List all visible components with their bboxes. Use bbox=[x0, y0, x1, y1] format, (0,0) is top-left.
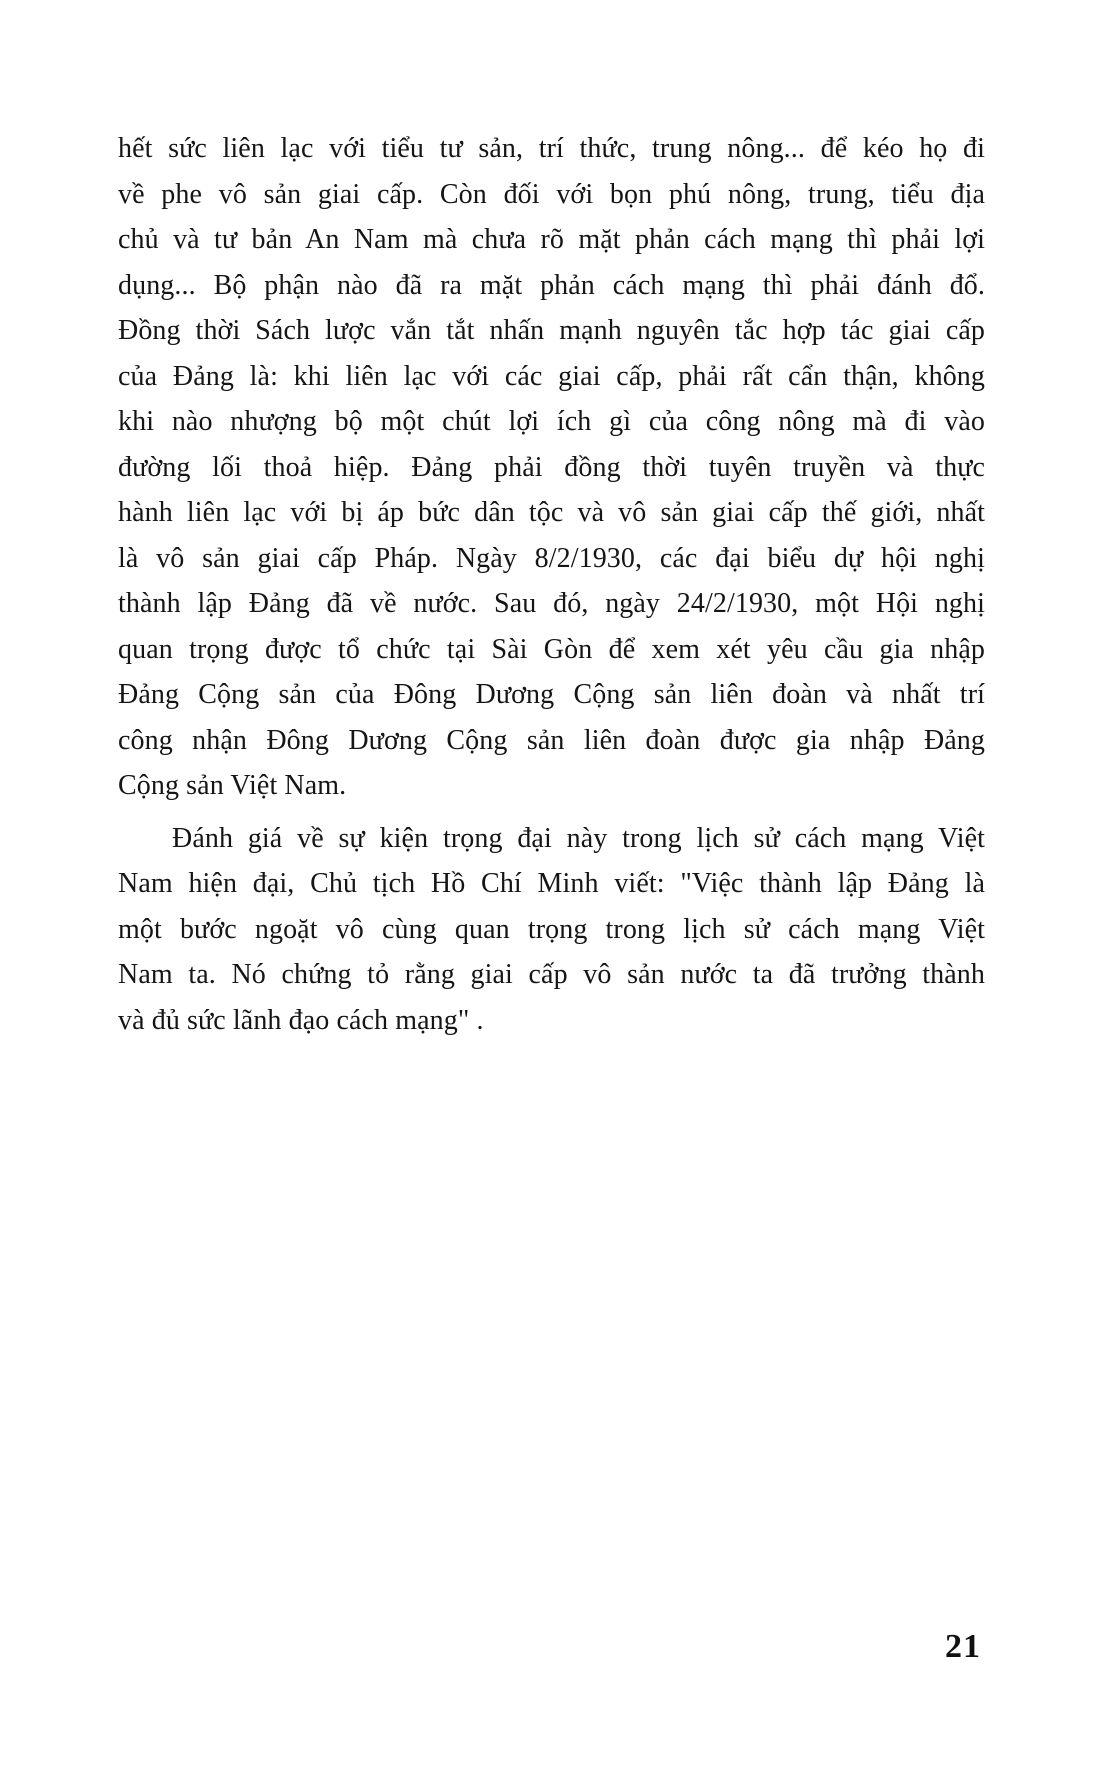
text-line: Đồng thời Sách lược vắn tắt nhấn mạnh nguyên tắc hợp tác giai cấp bbox=[118, 315, 985, 346]
text-line: chủ và tư bản An Nam mà chưa rõ mặt phản cách mạng thì phải lợi bbox=[118, 224, 985, 255]
text-line: Nam ta. Nó chứng tỏ rằng giai cấp vô sản nước ta đã trưởng thành bbox=[118, 959, 985, 990]
text-line: Đảng Cộng sản của Đông Dương Cộng sản liên đoàn và nhất trí bbox=[118, 679, 985, 710]
text-line: đường lối thoả hiệp. Đảng phải đồng thời tuyên truyền và thực bbox=[118, 451, 985, 483]
text-line: một bước ngoặt vô cùng quan trọng trong lịch sử cách mạng Việt bbox=[118, 913, 985, 945]
text-line: công nhận Đông Dương Cộng sản liên đoàn được gia nhập Đảng bbox=[118, 724, 985, 756]
text-line: hết sức liên lạc với tiểu tư sản, trí thức, trung nông... để kéo họ đi bbox=[118, 133, 985, 164]
text-line: khi nào nhượng bộ một chút lợi ích gì của công nông mà đi vào bbox=[118, 406, 985, 437]
text-line: quan trọng được tổ chức tại Sài Gòn để xem xét yêu cầu gia nhập bbox=[118, 633, 985, 665]
text-line: và đủ sức lãnh đạo cách mạng" . bbox=[118, 1004, 484, 1036]
text-line: của Đảng là: khi liên lạc với các giai cấp, phải rất cẩn thận, không bbox=[118, 360, 985, 392]
text-line: Đánh giá về sự kiện trọng đại này trong lịch sử cách mạng Việt bbox=[172, 822, 985, 854]
body-text bbox=[118, 126, 985, 1043]
paragraph-2 bbox=[118, 816, 985, 1044]
text-line: Nam hiện đại, Chủ tịch Hồ Chí Minh viết: "Việc thành lập Đảng là bbox=[118, 868, 985, 899]
text-line: dụng... Bộ phận nào đã ra mặt phản cách mạng thì phải đánh đổ. bbox=[118, 269, 985, 301]
text-line: hành liên lạc với bị áp bức dân tộc và vô sản giai cấp thế giới, nhất bbox=[118, 497, 985, 528]
text-line: thành lập Đảng đã về nước. Sau đó, ngày 24/2/1930, một Hội nghị bbox=[118, 588, 985, 619]
text-line: Cộng sản Việt Nam. bbox=[118, 770, 347, 801]
text-line: là vô sản giai cấp Pháp. Ngày 8/2/1930, các đại biểu dự hội nghị bbox=[118, 542, 985, 574]
text-line: về phe vô sản giai cấp. Còn đối với bọn phú nông, trung, tiểu địa bbox=[118, 178, 985, 210]
page-number: 21 bbox=[945, 1628, 981, 1665]
paragraph-1 bbox=[118, 126, 985, 809]
